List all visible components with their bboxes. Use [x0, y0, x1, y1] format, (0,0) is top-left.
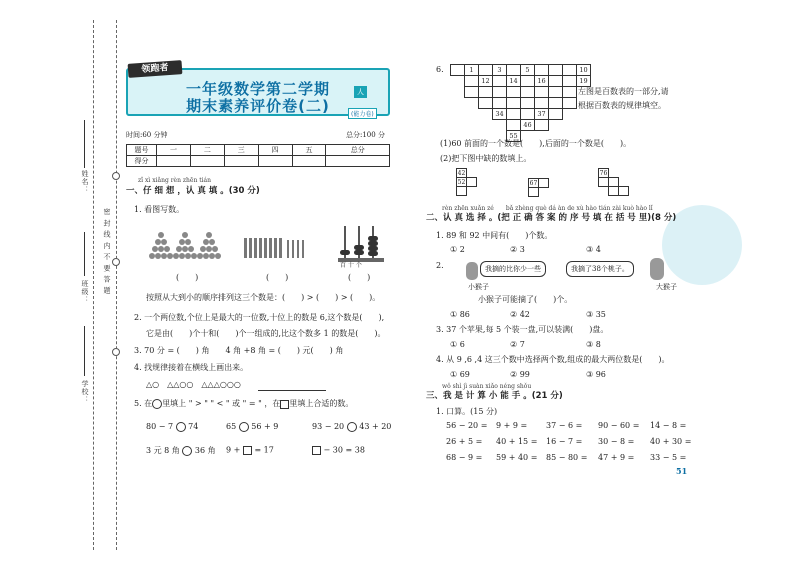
hundred-chart-cell: 5: [521, 65, 535, 76]
choice2-question: 小猴子可能摘了( )个。: [478, 295, 573, 304]
hundred-chart-cell: 37: [535, 109, 549, 120]
q2-text-line1: 2. 一个两位数,个位上是最大的一位数,十位上的数是 6,这个数是( ),: [134, 313, 385, 322]
oral-calc-item[interactable]: 9 + 9 =: [496, 421, 528, 430]
hundred-chart-empty: [493, 120, 507, 131]
version-tag: 人: [354, 86, 367, 98]
hundred-chart-blank-cell[interactable]: [479, 65, 493, 76]
score-row-label: 题号: [127, 145, 157, 156]
hundred-chart-blank-cell[interactable]: [507, 98, 521, 109]
hundred-chart-empty: [451, 98, 465, 109]
hundred-chart-blank-cell[interactable]: [549, 87, 563, 98]
oral-calc-item[interactable]: 56 − 20 =: [446, 421, 488, 430]
hundred-chart-empty: [451, 109, 465, 120]
grid-cell-blank[interactable]: [529, 188, 539, 197]
q5-item: − 30 = 38: [312, 446, 365, 455]
grid-cell-empty: [619, 178, 629, 187]
hundred-chart-blank-cell[interactable]: [493, 76, 507, 87]
hundred-chart-empty: [465, 109, 479, 120]
hundred-chart-row: [451, 76, 605, 87]
hundred-chart-empty: [479, 109, 493, 120]
oral-calc-item[interactable]: 37 − 6 =: [546, 421, 583, 430]
square-symbol-icon: [280, 400, 289, 409]
compare-circle[interactable]: [239, 422, 249, 432]
section3-heading: 三、我 是 计 算 小 能 手 。(21 分): [426, 391, 563, 401]
hundred-chart-blank-cell[interactable]: [507, 120, 521, 131]
choice4-option[interactable]: ① 69: [450, 370, 470, 379]
big-monkey-label: 大猴子: [656, 283, 677, 291]
hundred-chart-blank-cell[interactable]: [479, 87, 493, 98]
section2-heading: 二、认 真 选 择 。(把 正 确 答 案 的 序 号 填 在 括 号 里)(8 分): [426, 213, 677, 223]
missing-number-grid-3: [598, 168, 629, 196]
score-table: [126, 144, 390, 167]
title-line-1: 一年级数学第二学期: [185, 80, 330, 98]
binding-hole: [112, 172, 120, 180]
calc-label: 1. 口算。(15 分): [436, 407, 498, 416]
hundred-chart-empty: [549, 120, 563, 131]
brand-logo: 领跑者: [128, 60, 183, 78]
page-number: 51: [676, 466, 688, 476]
score-table-row: [127, 156, 390, 167]
score-cell[interactable]: [190, 156, 224, 167]
q5-item: 65 56 + 9: [226, 422, 279, 431]
hundred-chart-cell: 3: [493, 65, 507, 76]
choice4-text: 4. 从 9 ,6 ,4 这三个数中选择两个数,组成的最大两位数是( )。: [436, 355, 670, 364]
q5-item: 80 − 7 74: [146, 422, 199, 431]
choice1-option[interactable]: ① 2: [450, 245, 465, 254]
choice2-number: 2.: [436, 261, 444, 270]
binding-hole: [112, 258, 120, 266]
class-label: 班级：: [81, 280, 89, 304]
oral-calc-item[interactable]: 68 − 9 =: [446, 453, 483, 462]
compare-circle[interactable]: [347, 422, 357, 432]
small-monkey-label: 小猴子: [468, 283, 489, 291]
q5-item: 3 元 8 角 36 角: [146, 446, 216, 455]
oral-calc-item[interactable]: 40 + 15 =: [496, 437, 538, 446]
hundred-chart-cell: 16: [535, 76, 549, 87]
q5-item: 93 − 20 43 + 20: [312, 422, 392, 431]
q4-answer-line[interactable]: [258, 390, 326, 391]
q5-mid: 里填上 " > " " < " 或 " = " ，在: [162, 399, 281, 408]
grid-cell-empty: [609, 169, 619, 178]
q5-prefix: 5. 在: [134, 399, 153, 408]
grid-cell-blank[interactable]: [457, 187, 467, 196]
score-col: 五: [292, 145, 326, 156]
compare-circle[interactable]: [182, 446, 192, 456]
oral-calc-item[interactable]: 90 − 60 =: [598, 421, 640, 430]
hundred-chart-blank-cell[interactable]: [563, 98, 577, 109]
q2-text-line2: 它是由( )个十和( )个一组成的,比这个数多 1 的数是( )。: [146, 329, 386, 338]
hundred-chart-blank-cell[interactable]: [507, 87, 521, 98]
binding-dash-line-inner: [116, 20, 117, 550]
hundred-chart-blank-cell[interactable]: [521, 98, 535, 109]
grid-cell-empty: [467, 169, 477, 178]
grid-cell-blank[interactable]: [539, 179, 549, 188]
q5-item: 9 + = 17: [226, 445, 274, 455]
binding-hole: [112, 348, 120, 356]
choice1-text: 1. 89 和 92 中间有( )个数。: [436, 231, 553, 240]
grid-cell: 67: [529, 179, 538, 187]
q3-text: 3. 70 分 = ( ) 角 4 角 +8 角 = ( ) 元( ) 角: [134, 346, 344, 355]
section1-heading: 一、仔 细 想 ，认 真 填 。(30 分): [126, 186, 260, 196]
hundred-chart-empty: [563, 109, 577, 120]
choice3-option[interactable]: ② 7: [510, 340, 525, 349]
abacus-place-labels: 百 十 个: [340, 262, 362, 269]
q6-note-line2: 根据百数表的规律填空。: [578, 101, 666, 110]
hundred-chart-blank-cell[interactable]: [465, 76, 479, 87]
section3-pinyin: wǒ shì jì suàn xiǎo néng shǒu: [442, 383, 532, 390]
grid-cell-blank[interactable]: [619, 187, 629, 196]
oral-calc-item[interactable]: 85 − 80 =: [546, 453, 588, 462]
hundred-chart-cell: 10: [577, 65, 591, 76]
grid-cell-blank[interactable]: [599, 178, 609, 187]
hundred-chart-empty: [577, 120, 591, 131]
hundred-chart-blank-cell[interactable]: [507, 65, 521, 76]
choice2-option[interactable]: ① 86: [450, 310, 470, 319]
hundred-chart-blank-cell[interactable]: [521, 87, 535, 98]
hundred-chart-row: [451, 120, 605, 131]
grid-cell: 76: [599, 169, 608, 177]
hundred-chart-cell: 34: [493, 109, 507, 120]
hundred-chart-cell: 19: [577, 76, 591, 87]
q5-suffix: 里填上合适的数。: [289, 399, 354, 408]
grid-cell-empty: [539, 188, 549, 197]
choice3-text: 3. 37 个苹果,每 5 个装一盘,可以装满( )盘。: [436, 325, 609, 334]
hundred-chart-blank-cell[interactable]: [465, 87, 479, 98]
hundred-chart-empty: [479, 120, 493, 131]
hundred-chart-blank-cell[interactable]: [521, 76, 535, 87]
hundred-chart-row: [451, 65, 605, 76]
circle-symbol-icon: [152, 399, 162, 409]
binding-dash-line: [93, 20, 94, 550]
score-cell[interactable]: [224, 156, 258, 167]
title-line-2: 期末素养评价卷(二): [186, 97, 330, 115]
hundred-chart-blank-cell[interactable]: [493, 98, 507, 109]
q4-pattern: △○ △△○○ △△△○○○: [146, 380, 241, 389]
q1-answer-blank[interactable]: ( ): [266, 273, 289, 282]
name-label: 姓名：: [81, 170, 89, 194]
section2-pinyin: rèn zhēn xuǎn zé bǎ zhèng què dá àn de xù hào tián zài kuò hào lǐ: [442, 205, 653, 212]
name-line: [84, 120, 85, 168]
hundred-chart-blank-cell[interactable]: [549, 65, 563, 76]
hundred-chart-blank-cell[interactable]: [563, 76, 577, 87]
choice4-option[interactable]: ② 99: [510, 370, 530, 379]
small-monkey-speech: 我摘的比你少一些: [480, 261, 546, 277]
grid-cell-empty: [467, 187, 477, 196]
grid-cell-blank[interactable]: [609, 178, 619, 187]
grid-cell-empty: [599, 187, 609, 196]
score-col: 二: [190, 145, 224, 156]
missing-number-grid-2: [528, 178, 549, 197]
oral-calc-item[interactable]: 47 + 9 =: [598, 453, 635, 462]
q6-sub2: (2)把下图中缺的数填上。: [440, 154, 532, 163]
hundred-chart-blank-cell[interactable]: [479, 98, 493, 109]
score-row-label: 得分: [127, 156, 157, 167]
big-monkey-icon: [650, 258, 664, 280]
score-cell[interactable]: [157, 156, 191, 167]
score-cell[interactable]: [258, 156, 292, 167]
q1-answer-blank[interactable]: ( ): [348, 273, 371, 282]
hundred-chart-blank-cell[interactable]: [493, 87, 507, 98]
hundred-chart-empty: [451, 76, 465, 87]
hundred-chart-blank-cell[interactable]: [535, 98, 549, 109]
q4-text: 4. 找规律接着在横线上画出来。: [134, 363, 249, 372]
hundred-chart-blank-cell[interactable]: [549, 76, 563, 87]
choice3-option[interactable]: ③ 8: [586, 340, 601, 349]
exam-total: 总分:100 分: [346, 131, 385, 139]
score-col: 三: [224, 145, 258, 156]
hundred-chart-empty: [563, 120, 577, 131]
hundred-chart-cell: 1: [465, 65, 479, 76]
oral-calc-item[interactable]: 14 − 8 =: [650, 421, 687, 430]
hundred-chart-blank-cell[interactable]: [507, 109, 521, 120]
school-line: [84, 326, 85, 376]
grid-cell: 52: [457, 178, 466, 186]
hundred-chart-blank-cell[interactable]: [521, 109, 535, 120]
grid-cell-empty: [619, 169, 629, 178]
fill-square[interactable]: [312, 446, 321, 455]
hundred-chart-cell: 14: [507, 76, 521, 87]
grid-cell: 42: [457, 169, 466, 177]
seal-line-text: 密 封 线 内 不 要 答 题: [103, 208, 111, 295]
q5-text: [134, 399, 353, 409]
hundred-chart-empty: [591, 120, 605, 131]
hundred-chart-empty: [465, 98, 479, 109]
oral-calc-item[interactable]: 30 − 8 =: [598, 437, 635, 446]
hundred-chart-cell: 46: [521, 120, 535, 131]
choice2-option[interactable]: ③ 35: [586, 310, 606, 319]
hundred-chart-cell: 12: [479, 76, 493, 87]
class-line: [84, 232, 85, 276]
choice1-option[interactable]: ② 3: [510, 245, 525, 254]
section1-pinyin: zǐ xì xiǎng rèn zhēn tián: [138, 177, 211, 184]
q6-sub1: (1)60 前面的一个数是( ),后面的一个数是( )。: [440, 139, 632, 148]
missing-number-grid-1: [456, 168, 477, 196]
hundred-chart-blank-cell[interactable]: [535, 87, 549, 98]
choice2-option[interactable]: ② 42: [510, 310, 530, 319]
oral-calc-item[interactable]: 26 + 5 =: [446, 437, 483, 446]
q1-answer-blank[interactable]: ( ): [176, 273, 199, 282]
hundred-chart-blank-cell[interactable]: [535, 120, 549, 131]
choice1-option[interactable]: ③ 4: [586, 245, 601, 254]
hundred-chart-blank-cell[interactable]: [563, 65, 577, 76]
compare-circle[interactable]: [176, 422, 186, 432]
hundred-chart-cell: 55: [507, 131, 521, 142]
big-monkey-speech: 我摘了38个桃子。: [566, 261, 634, 277]
oral-calc-item[interactable]: 33 − 5 =: [650, 453, 687, 462]
hundred-chart-blank-cell[interactable]: [535, 65, 549, 76]
grid-cell-blank[interactable]: [467, 178, 477, 187]
hundred-chart-blank-cell[interactable]: [549, 109, 563, 120]
hundred-chart-blank-cell[interactable]: [563, 87, 577, 98]
paper-type-tag: (能力卷): [348, 108, 377, 119]
q1-text: 1. 看图写数。: [134, 205, 185, 214]
oral-calc-item[interactable]: 16 − 7 =: [546, 437, 583, 446]
oral-calc-item[interactable]: 40 + 30 =: [650, 437, 692, 446]
score-cell[interactable]: [292, 156, 326, 167]
hundred-chart-blank-cell[interactable]: [451, 65, 465, 76]
school-label: 学校：: [81, 380, 89, 404]
score-col: 四: [258, 145, 292, 156]
choice3-option[interactable]: ① 6: [450, 340, 465, 349]
q6-note-line1: 左图是百数表的一部分,请: [578, 87, 669, 96]
score-col: 一: [157, 145, 191, 156]
hundred-chart-blank-cell[interactable]: [549, 98, 563, 109]
fill-square[interactable]: [243, 446, 252, 455]
choice4-option[interactable]: ③ 96: [586, 370, 606, 379]
hundred-chart-empty: [451, 120, 465, 131]
oral-calc-item[interactable]: 59 + 40 =: [496, 453, 538, 462]
score-col: 总分: [326, 145, 390, 156]
hundred-chart-empty: [591, 76, 605, 87]
grid-cell-blank[interactable]: [609, 187, 619, 196]
small-monkey-icon: [466, 262, 478, 280]
q6-number: 6.: [436, 65, 444, 74]
score-cell[interactable]: [326, 156, 390, 167]
hundred-chart-empty: [465, 120, 479, 131]
exam-time: 时间:60 分钟: [126, 131, 168, 139]
q1-sort-text: 按照从大到小的顺序排列这三个数是：( ) > ( ) > ( )。: [146, 293, 381, 302]
hundred-chart-empty: [451, 87, 465, 98]
score-table-row: [127, 145, 390, 156]
